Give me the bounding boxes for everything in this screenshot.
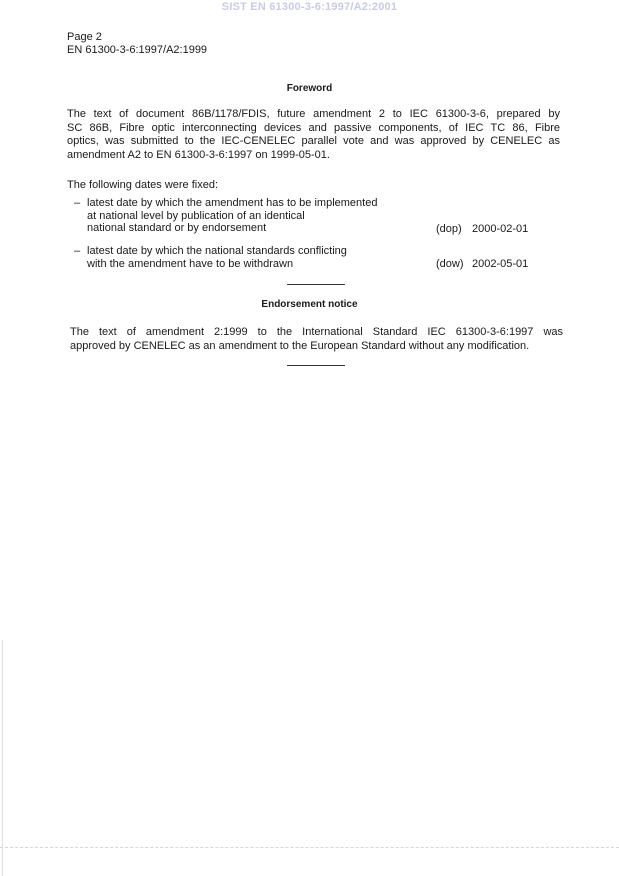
- date-abbr-dop: (dop): [436, 223, 462, 235]
- scan-artifact-line: [0, 847, 619, 848]
- foreword-line: optics, was submitted to the IEC-CENELEC parallel vote and was approved by CENELEC as: [67, 135, 560, 147]
- date-description-line: latest date by which the national standards conflicting: [87, 245, 347, 257]
- endorsement-title: Endorsement notice: [261, 299, 358, 310]
- endorsement-paragraph: [70, 326, 563, 353]
- page-header: [67, 31, 207, 57]
- scan-artifact-edge: [2, 640, 3, 876]
- date-description: [87, 245, 347, 270]
- date-value-dop: 2000-02-01: [472, 223, 529, 235]
- date-value-dow: 2002-05-01: [472, 258, 529, 270]
- date-abbr-dow: (dow): [436, 258, 464, 270]
- foreword-line: SC 86B, Fibre optic interconnecting devices and passive components, of IEC TC 86, Fibre: [67, 121, 560, 134]
- watermark: SIST EN 61300-3-6:1997/A2:2001: [221, 1, 398, 13]
- list-dash: –: [74, 197, 81, 209]
- foreword-line: The text of document 86B/1178/FDIS, future amendment 2 to IEC 61300-3-6, prepared by: [67, 108, 560, 120]
- date-description-line: at national level by publication of an identical: [87, 209, 305, 222]
- document-reference: EN 61300-3-6:1997/A2:1999: [67, 44, 208, 56]
- date-description-line: latest date by which the amendment has to be implemented: [87, 197, 378, 209]
- endorsement-line: approved by CENELEC as an amendment to the European Standard without any modification.: [70, 339, 530, 352]
- section-divider: [287, 365, 345, 366]
- foreword-title: Foreword: [286, 83, 333, 94]
- section-divider: [287, 284, 345, 285]
- dates-intro: The following dates were fixed:: [67, 179, 219, 191]
- date-description-line: national standard or by endorsement: [87, 222, 267, 234]
- foreword-line: amendment A2 to EN 61300-3-6:1997 on 1999-05-01.: [67, 148, 330, 161]
- foreword-paragraph: [67, 108, 560, 162]
- date-description: [87, 197, 377, 235]
- page-number: Page 2: [67, 31, 102, 43]
- list-dash: –: [74, 245, 81, 257]
- date-description-line: with the amendment have to be withdrawn: [87, 257, 294, 270]
- endorsement-line: The text of amendment 2:1999 to the International Standard IEC 61300-3-6:1997 was: [70, 326, 563, 338]
